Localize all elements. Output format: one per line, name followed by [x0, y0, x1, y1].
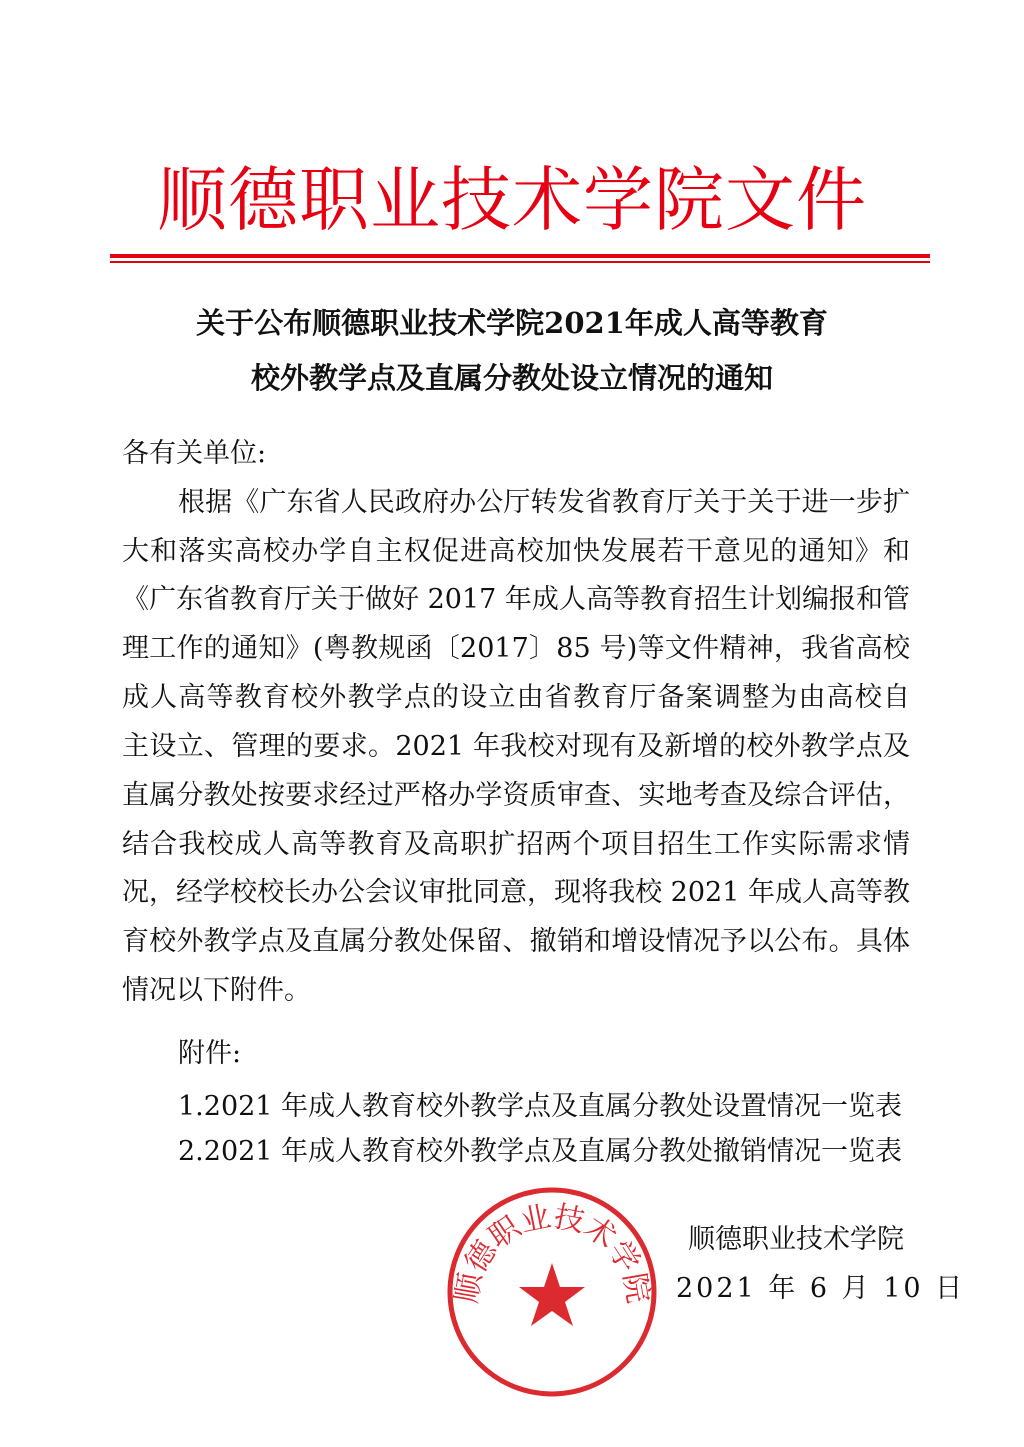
attachments-label: 附件:: [178, 1038, 242, 1069]
body-line: 成人高等教育校外教学点的设立由省教育厅备案调整为由高校自: [122, 682, 910, 713]
signature-date: 2021 年 6 月 10 日: [676, 1273, 966, 1304]
body-line: 主设立、管理的要求。2021 年我校对现有及新增的校外教学点及: [122, 731, 910, 762]
header-divider-thick: [110, 254, 930, 258]
body-line: 直属分教处按要求经过严格办学资质审查、实地考查及综合评估，: [122, 780, 910, 811]
body-line: 根据《广东省人民政府办公厅转发省教育厅关于关于进一步扩: [178, 487, 910, 518]
salutation: 各有关单位:: [122, 438, 267, 469]
body-line: 大和落实高校办学自主权促进高校加快发展若干意见的通知》和: [122, 536, 910, 567]
body-line: 结合我校成人高等教育及高职扩招两个项目招生工作实际需求情: [122, 829, 910, 860]
notice-title-line-1: 关于公布顺德职业技术学院2021年成人高等教育: [196, 306, 828, 340]
header-divider-thin: [110, 261, 930, 263]
body-line: 育校外教学点及直属分教处保留、撤销和增设情况予以公布。具体: [122, 926, 910, 957]
star-icon: [519, 1263, 585, 1326]
signature-org: 顺德职业技术学院: [688, 1224, 904, 1255]
body-line: 况，经学校校长办公会议审批同意，现将我校 2021 年成人高等教: [122, 877, 910, 908]
document-header-title: 顺德职业技术学院文件: [157, 159, 867, 241]
body-line: 理工作的通知》(粤教规函〔2017〕85 号)等文件精神，我省高校: [122, 633, 910, 664]
body-line: 《广东省教育厅关于做好 2017 年成人高等教育招生计划编报和管: [122, 584, 910, 615]
attachment-item-2: 2.2021 年成人教育校外教学点及直属分教处撤销情况一览表: [178, 1136, 903, 1167]
body-line: 情况以下附件。: [122, 975, 311, 1006]
attachment-item-1: 1.2021 年成人教育校外教学点及直属分教处设置情况一览表: [178, 1091, 903, 1122]
notice-title-line-2: 校外教学点及直属分教处设立情况的通知: [250, 361, 773, 395]
official-seal: [445, 1185, 660, 1400]
svg-text:顺德职业技术学院: 顺德职业技术学院: [449, 1199, 656, 1306]
